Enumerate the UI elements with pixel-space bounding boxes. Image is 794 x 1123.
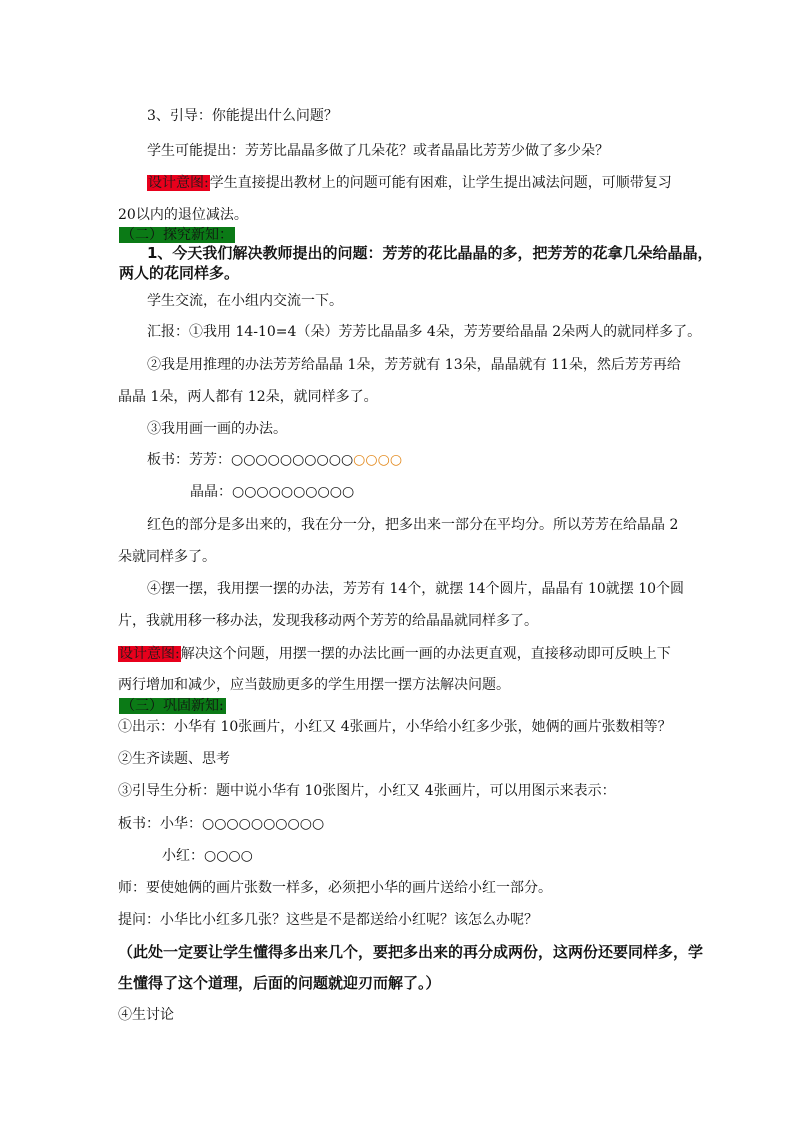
- text-line: 提问：小华比小红多几张？这些是不是都送给小红呢？该怎么办呢？: [118, 912, 538, 928]
- board-line: 板书：小华：○○○○○○○○○○: [118, 816, 325, 832]
- text-line: ③引导生分析：题中说小华有 10张图片，小红又 4张画片，可以用图示来表示：: [118, 783, 616, 799]
- text-line: 汇报：①我用 14-10=4（朵）芳芳比晶晶多 4朵，芳芳要给晶晶 2朵两人的就同样多了。: [147, 324, 702, 340]
- circles-orange: ○○○○: [353, 452, 403, 468]
- text-line: 两行增加和减少，应当鼓励更多的学生用摆一摆方法解决问题。: [118, 677, 510, 693]
- text-line: ②我是用推理的办法芳芳给晶晶 1朵，芳芳就有 13朵，晶晶就有 11朵，然后芳芳再给: [147, 357, 681, 373]
- design-intent-paragraph: [118, 645, 671, 663]
- board-line: 小红：○○○○: [162, 848, 253, 864]
- design-intent-text: 解决这个问题，用摆一摆的办法比画一画的办法更直观，直接移动即可反映上下: [180, 646, 671, 662]
- bold-text-line: 两人的花同样多。: [119, 264, 240, 282]
- section-heading: [119, 226, 235, 244]
- board-line: 晶晶：○○○○○○○○○○: [190, 484, 355, 500]
- design-intent-label: 设计意图:: [148, 175, 209, 191]
- text-line: ①出示：小华有 10张画片，小红又 4张画片，小华给小红多少张，她俩的画片张数相等？: [118, 719, 672, 735]
- text-line: 师：要使她俩的画片张数一样多，必须把小华的画片送给小红一部分。: [118, 880, 552, 896]
- text-line: 晶晶 1朵，两人都有 12朵，就同样多了。: [118, 389, 378, 405]
- text-line: 学生可能提出：芳芳比晶晶多做了几朵花？或者晶晶比芳芳少做了多少朵？: [147, 143, 609, 159]
- board-label: 板书：芳芳：: [147, 452, 231, 468]
- text-line: 3、引导：你能提出什么问题？: [147, 108, 338, 124]
- section-heading-label: （三）巩固新知:: [121, 698, 224, 714]
- text-line: ③我用画一画的办法。: [147, 421, 287, 437]
- section-heading: [119, 697, 226, 715]
- design-intent-text: 学生直接提出教材上的问题可能有困难，让学生提出减法问题，可顺带复习: [209, 175, 672, 191]
- circles-black: ○○○○○○○○○○: [231, 452, 354, 468]
- text-line: 片，我就用移一移办法，发现我移动两个芳芳的给晶晶就同样多了。: [118, 613, 538, 629]
- bold-text-line: （此处一定要让学生懂得多出来几个，要把多出来的再分成两份，这两份还要同样多，学: [118, 943, 704, 961]
- bold-text-line: 生懂得了这个道理，后面的问题就迎刃而解了。）: [118, 974, 441, 992]
- text-line: ④生讨论: [118, 1007, 174, 1023]
- text-line: 学生交流，在小组内交流一下。: [147, 293, 343, 309]
- text-line: 20以内的退位减法。: [118, 207, 248, 223]
- text-line: ②生齐读题、思考: [118, 751, 230, 767]
- design-intent-label: 设计意图:: [119, 646, 180, 662]
- bold-text-line: 1、今天我们解决教师提出的问题：芳芳的花比晶晶的多，把芳芳的花拿几朵给晶晶，: [147, 244, 713, 262]
- text-line: ④摆一摆，我用摆一摆的办法，芳芳有 14个，就摆 14个圆片，晶晶有 10就摆 10个圆: [147, 581, 685, 597]
- board-line: [147, 451, 402, 469]
- design-intent-paragraph: [147, 174, 672, 192]
- section-heading-label: （二）探究新知：: [121, 227, 233, 243]
- text-line: 朵就同样多了。: [118, 549, 216, 565]
- text-line: 红色的部分是多出来的，我在分一分，把多出来一部分在平均分。所以芳芳在给晶晶 2: [147, 517, 679, 533]
